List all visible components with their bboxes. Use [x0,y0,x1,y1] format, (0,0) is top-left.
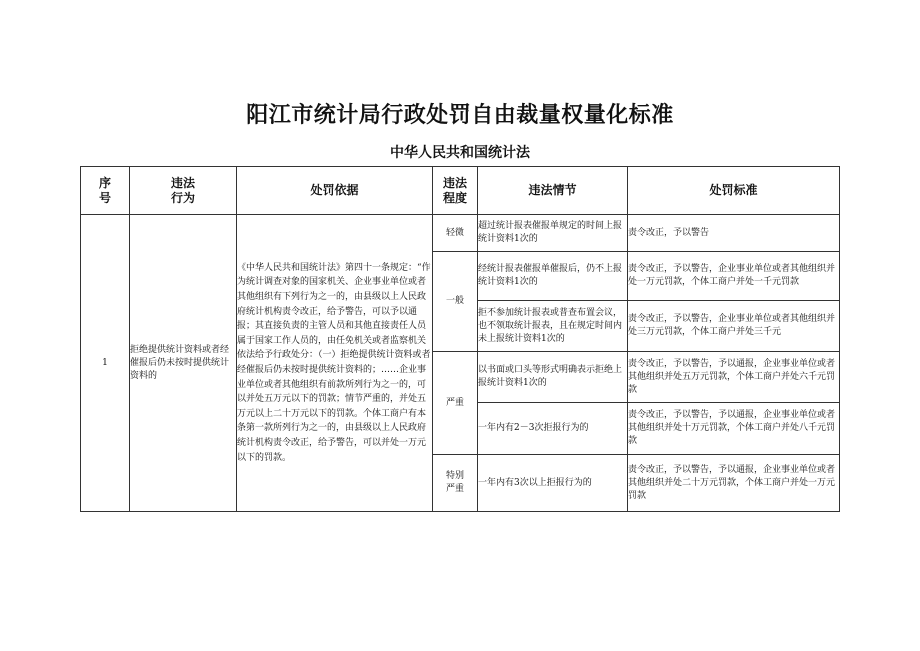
header-degree: 违法程度 [433,167,478,215]
page-subtitle: 中华人民共和国统计法 [390,145,530,161]
page-title: 阳江市统计局行政处罚自由裁量权量化标准 [246,103,674,128]
standard-cell: 责令改正，予以警告 [628,215,840,252]
circumstance-cell: 一年内有2－3次拒报行为的 [478,403,628,455]
circumstance-cell: 超过统计报表催报单规定的时间上报统计资料1次的 [478,215,628,252]
header-circumstance: 违法情节 [478,167,628,215]
degree-general: 一般 [433,252,478,352]
circumstance-cell: 以书面或口头等形式明确表示拒绝上报统计资料1次的 [478,352,628,403]
header-basis: 处罚依据 [237,167,433,215]
header-behavior: 违法行为 [130,167,237,215]
standard-cell: 责令改正，予以警告，予以通报，企业事业单位或者其他组织并处十万元罚款，个体工商户并处八千元罚款 [628,403,840,455]
circumstance-cell: 一年内有3次以上拒报行为的 [478,455,628,512]
penalty-standard-table [80,166,840,512]
degree-serious: 严重 [433,352,478,455]
row-seq: 1 [81,215,130,512]
table-header-row [81,167,840,215]
standard-cell: 责令改正，予以警告，企业事业单位或者其他组织并处一万元罚款，个体工商户并处一千元罚款 [628,252,840,301]
circumstance-cell: 经统计报表催报单催报后，仍不上报统计资料1次的 [478,252,628,301]
table-row [81,215,840,252]
standard-cell: 责令改正，予以警告，予以通报，企业事业单位或者其他组织并处五万元罚款，个体工商户并处六千元罚款 [628,352,840,403]
standard-cell: 责令改正，予以警告，企业事业单位或者其他组织并处三万元罚款，个体工商户并处三千元 [628,301,840,352]
circumstance-cell: 拒不参加统计报表或普查布置会议，也不领取统计报表，且在规定时间内未上报统计资料1次的 [478,301,628,352]
degree-very-serious: 特别严重 [433,455,478,512]
header-seq: 序号 [81,167,130,215]
header-standard: 处罚标准 [628,167,840,215]
standard-cell: 责令改正，予以警告，予以通报，企业事业单位或者其他组织并处二十万元罚款，个体工商户并处一万元罚款 [628,455,840,512]
row-basis: 《中华人民共和国统计法》第四十一条规定：“作为统计调查对象的国家机关、企业事业单位或者其他组织有下列行为之一的，由县级以上人民政府统计机构责令改正，给予警告，可以予以通报；其直接负责的主管人员和其他直接责任人员属于国家工作人员的，由任免机关或者监察机关依法给予行政处分：（一）拒绝提供统计资料或者经催报后仍未按时提供统计资料的；……企业事业单位或者其他组织有前款所列行为之一的，可以并处五万元以下的罚款；情节严重的，并处五万元以上二十万元以下的罚款。个体工商户有本条第一款所列行为之一的，由县级以上人民政府统计机构责令改正，给予警告，可以并处一万元以下的罚款。 [237,215,433,512]
row-behavior: 拒绝提供统计资料或者经催报后仍未按时提供统计资料的 [130,215,237,512]
degree-minor: 轻微 [433,215,478,252]
